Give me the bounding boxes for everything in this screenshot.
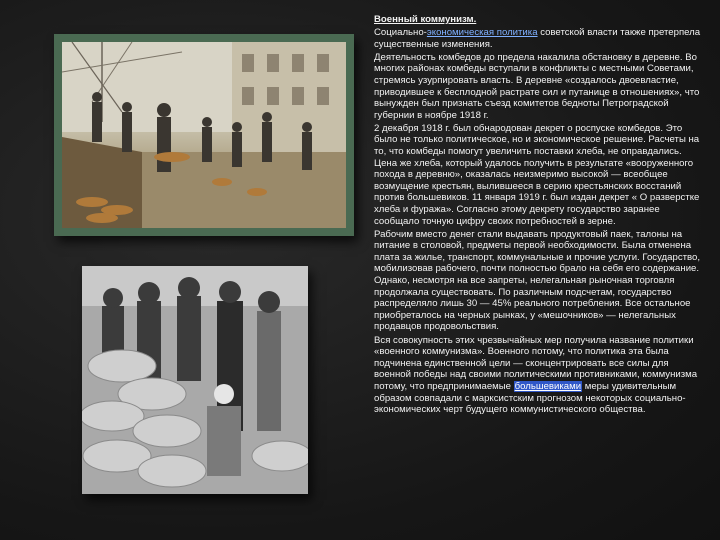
paragraph-intro	[374, 27, 706, 50]
article-title: Военный коммунизм.	[374, 14, 477, 25]
painting-frame	[54, 34, 354, 236]
paragraph-war-communism	[374, 335, 706, 416]
painting-scene	[62, 42, 346, 228]
economic-policy-link[interactable]: экономическая политика	[426, 27, 538, 39]
paragraph-intro-end: советской власти также претерпела существенные изменения.	[374, 27, 701, 50]
paragraph-decree: 2 декабря 1918 г. был обнародован декрет о роспуске комбедов. Это было не только политическое, но и экономическое решение. Расчеты на то, что комбеды помогут увеличить поставки хлеба, не оправдались. Цена же хлеба, который удалось получить в результате «вооруженного похода в деревню», оказалась неизмеримо высокой — всеобщее возмущение крестьян, вылившееся в серию крестьянских восстаний против большевиков. 11 января 1919 г. был издан декрет « О разверстке хлеба и фуража». Согласно этому декрету государство заранее сообщало точную цифру своих потребностей в зерне.	[374, 122, 700, 227]
painting-bread-distribution	[62, 42, 346, 228]
article-text	[374, 14, 706, 417]
paragraph-war-communism-end: меры удивительным образом совпадали с марксистским прогнозом некоторых социально-экономических черт будущего коммунистического общества.	[374, 380, 686, 416]
paragraph-kombeds: Деятельность комбедов до предела накалила обстановку в деревне. Во многих районах комбеды вступали в конфликты с местными Советами, стремясь узурпировать власть. В деревне «создалось двоевластие, приводившее к бесплодной растрате сил и путанице в отношениях», что вынужден был признать съезд комитетов бедноты Петроградской губернии в ноябре 1918 г.	[374, 51, 700, 121]
paragraph-rations: Рабочим вместо денег стали выдавать продуктовый паек, талоны на питание в столовой, предметы первой необходимости. Была отменена плата за жилье, транспорт, коммунальные и прочие услуги. Государство, мобилизовав рабочего, почти полностью брало на себя его содержание. Однако, несмотря на все запреты, нелегальная рыночная торговля продолжала существовать. По различным подсчетам, государство распределяло лишь 30 — 45% реального потребления. Все остальное приобреталось на черных рынках, у «мешочников» — нелегальных продавцов продовольствия.	[374, 228, 701, 333]
paragraph-war-communism-start: Вся совокупность этих чрезвычайных мер получила название политики «военного коммунизма». Военного потому, что политика эта была подчинена единственной цели — сконцентрировать все силы для военной победы над своими политическими противниками, коммунизма потому, что предпринимаемые	[374, 334, 698, 392]
photo-scene	[82, 266, 308, 494]
paragraph-intro-start: Социально-	[374, 27, 427, 39]
photo-grain-sacks	[82, 266, 308, 494]
bolsheviks-link[interactable]: большевиками	[514, 380, 582, 392]
